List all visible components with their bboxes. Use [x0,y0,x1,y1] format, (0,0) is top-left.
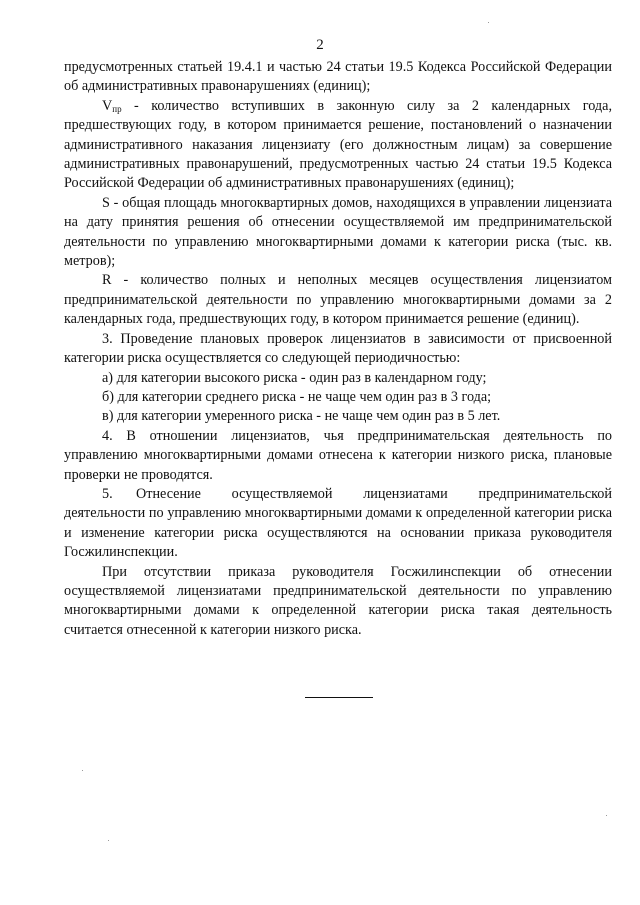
item-5-text: Отнесение осуществляемой лицензиатами предпринимательской деятельности по управлению многоквартирными домами к определенной категории риска и изменение категории риска осуществляются на основании приказа руководителя Госжилинспекции. [64,485,612,561]
paragraph-final: При отсутствии приказа руководителя Госжилинспекции об отнесении осуществляемой лицензиатами предпринимательской деятельности по управлению многоквартирными домами к определенной категории риска такая деятельность считается отнесенной к категории низкого риска. [64,563,612,638]
list-item-b: б) для категории среднего риска - не чаще чем один раз в 3 года; [102,388,492,405]
paragraph-item-5 [64,485,612,563]
document-body [64,58,612,640]
scan-speck [606,815,607,816]
paragraph-item-4: 4. В отношении лицензиатов, чья предпринимательская деятельность по управлению многоквартирными домами отнесена к категории низкого риска, плановые проверки не проводятся. [64,427,612,483]
scan-speck [488,22,489,23]
paragraph-s-definition: S - общая площадь многоквартирных домов, находящихся в управлении лицензиата на дату принятия решения об отнесении осуществляемой им предпринимательской деятельности по управлению многоквартирными домами к категории риска (тыс. кв. метров); [64,194,612,270]
paragraph-continuation: предусмотренных статьей 19.4.1 и частью 24 статьи 19.5 Кодекса Российской Федерации об административных правонарушениях (единиц); [64,59,612,95]
vpr-symbol: V [102,97,113,114]
paragraph-r-definition: R - количество полных и неполных месяцев осуществления лицензиатом предпринимательской деятельности по управлению многоквартирными домами за 2 календарных года, предшествующих году, в котором принимается решение (единиц). [64,272,612,328]
list-item-a: а) для категории высокого риска - один раз в календарном году; [102,369,487,386]
scan-speck [82,770,83,771]
item-5-number: 5. [102,485,113,502]
scan-speck [108,840,109,841]
paragraph-vpr-definition [64,97,612,194]
list-item-c: в) для категории умеренного риска - не чаще чем один раз в 5 лет. [102,408,501,425]
page-number: 2 [316,37,324,53]
vpr-text: - количество вступивших в законную силу за 2 календарных года, предшествующих году, в котором принимается решение, постановлений о назначении административного наказания лицензиату (его должностным лицам) за совершение административных правонарушений, предусмотренных частью 24 статьи 19.5 Кодекса Российской Федерации об административных правонарушениях (единиц); [64,97,612,192]
end-separator-line [305,697,373,698]
paragraph-item-3: 3. Проведение плановых проверок лицензиатов в зависимости от присвоенной категории риска осуществляется со следующей периодичностью: [64,330,612,367]
vpr-subscript: пр [112,103,122,114]
